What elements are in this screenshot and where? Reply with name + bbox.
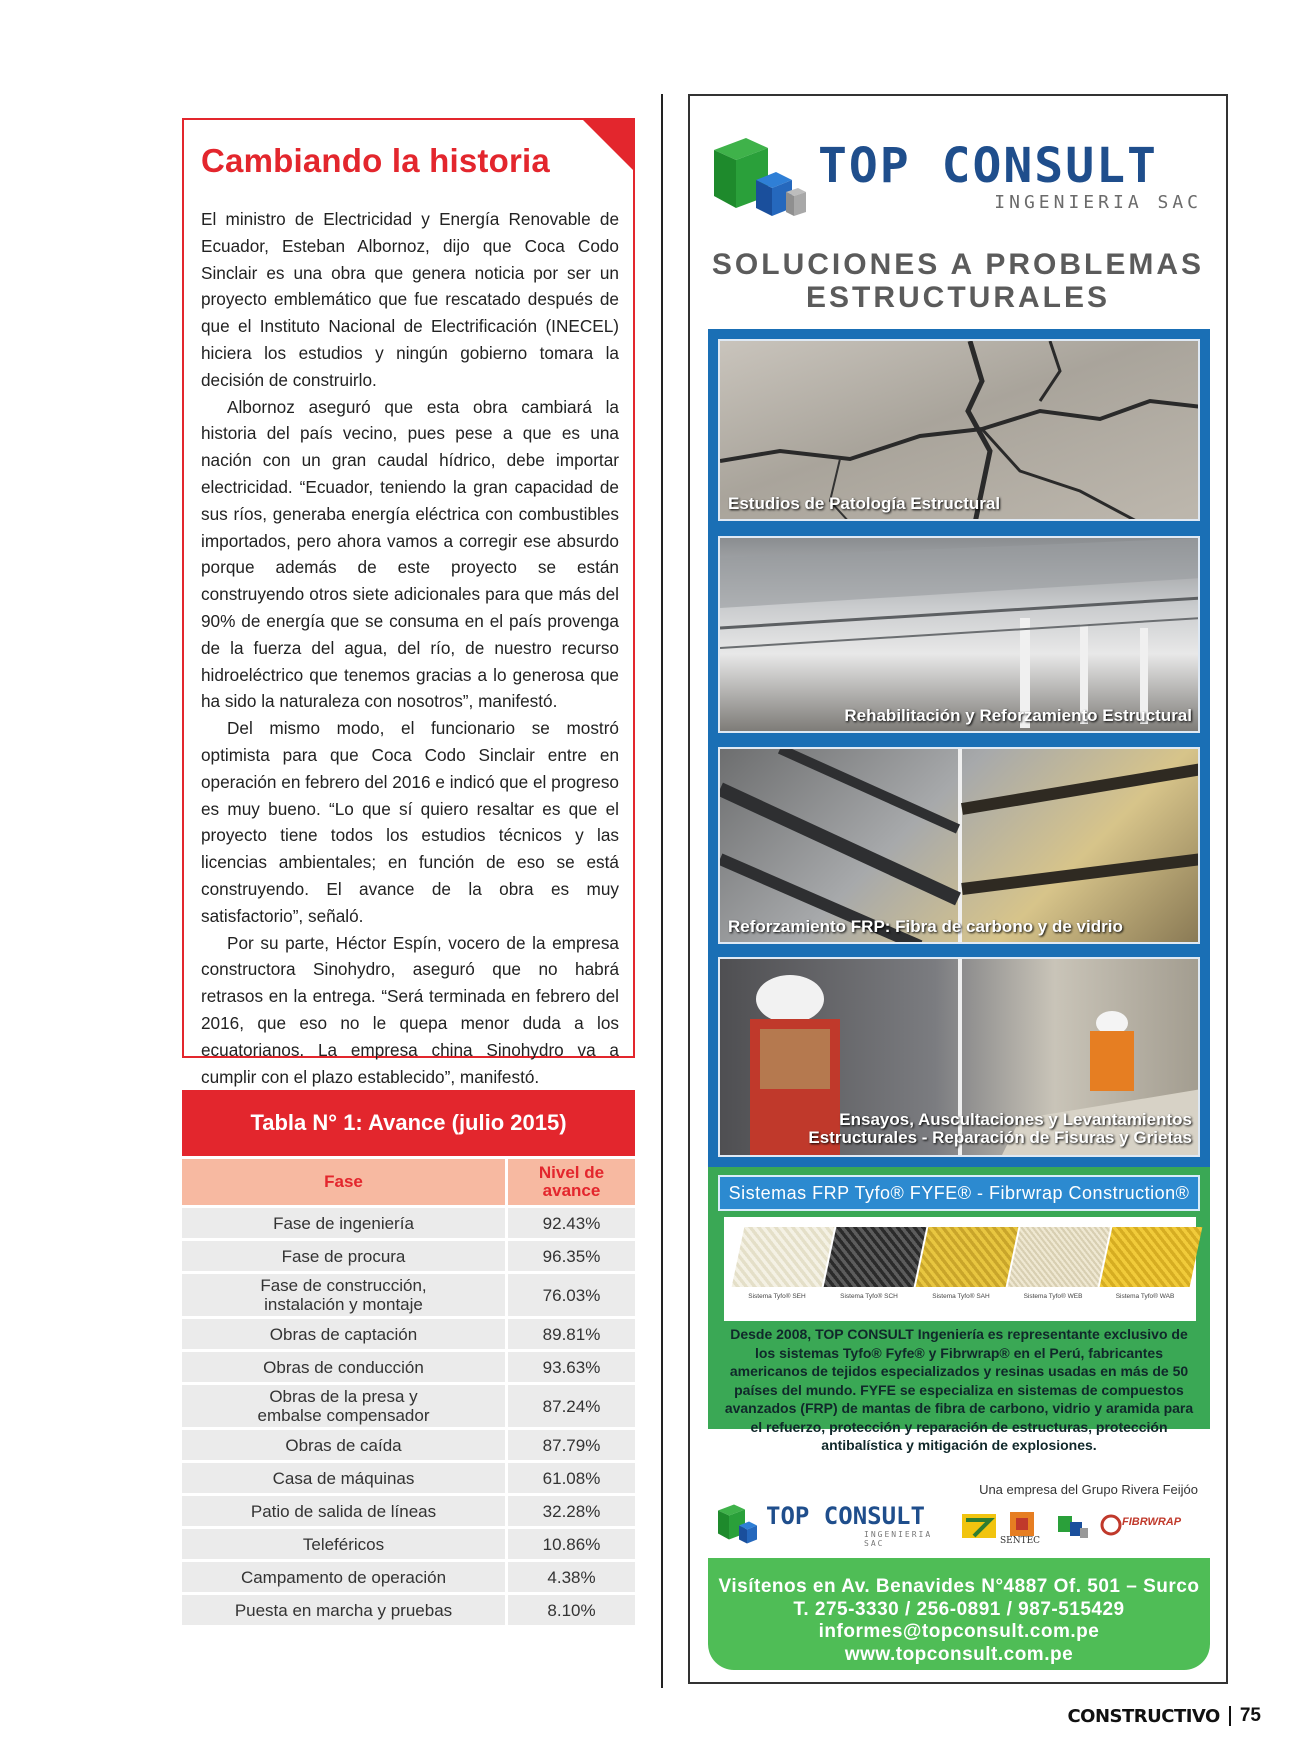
table-title: Tabla N° 1: Avance (julio 2015) [182, 1090, 635, 1156]
services-panel [708, 329, 1210, 1453]
fibrwrap-logo-icon [1100, 1510, 1122, 1538]
photo-frp-beams [718, 747, 1200, 944]
partner-fibrwrap-label: FIBRWRAP [1122, 1516, 1182, 1528]
fabric-label: Sistema Tyfo® SAH [932, 1293, 990, 1300]
contact-address: Visítenos en Av. Benavides N°4887 Of. 501 – Surco [718, 1576, 1200, 1597]
caption-frp: Reforzamiento FRP: Fibra de carbono y de vidrio [728, 917, 1123, 936]
fabric-swatch [824, 1227, 927, 1287]
brand-name-small: TOP CONSULT [766, 1502, 925, 1530]
corner-accent [581, 118, 635, 172]
slogan-line: SOLUCIONES A PROBLEMAS [711, 248, 1205, 281]
grupo-tagline: Una empresa del Grupo Rivera Feijóo [979, 1482, 1198, 1497]
table-row [182, 1496, 635, 1526]
article-title: Cambiando la historia [201, 142, 550, 179]
brand-logo-small [714, 1494, 954, 1554]
cell-fase: Fase de construcción, instalación y montaje [182, 1274, 505, 1316]
cell-fase: Casa de máquinas [182, 1463, 505, 1493]
partner-logo-icon [960, 1510, 1000, 1538]
article-paragraph: Por su parte, Héctor Espín, vocero de la empresa constructora Sinohydro, aseguró que no habrá retrasos en la entrega. “Será terminada en febrero del 2016, que eso no le quepa menor duda a los ecuatorianos. La empresa china Sinohydro va a cumplir con el plazo establecido”, manifestó. [201, 932, 619, 1087]
contact-email[interactable]: informes@topconsult.com.pe [818, 1621, 1100, 1642]
brand-subtitle-small: INGENIERIA SAC [864, 1530, 933, 1548]
table-row [182, 1463, 635, 1493]
cell-avance: 8.10% [508, 1595, 635, 1625]
article-box [182, 118, 635, 1087]
cell-fase: Campamento de operación [182, 1562, 505, 1592]
cube-icon [706, 130, 806, 220]
brand-name: TOP CONSULT [818, 138, 1158, 194]
cell-avance: 4.38% [508, 1562, 635, 1592]
header-avance: Nivel de avance [508, 1159, 635, 1205]
fabric-label: Sistema Tyfo® WAB [1115, 1293, 1175, 1300]
fabric-swatch [1100, 1227, 1203, 1287]
slogan-line: ESTRUCTURALES [805, 281, 1110, 314]
table-row [182, 1529, 635, 1559]
advertisement [688, 94, 1228, 1684]
cell-avance: 89.81% [508, 1319, 635, 1349]
table-row [182, 1241, 635, 1271]
article-paragraph: Del mismo modo, el funcionario se mostró optimista para que Coca Codo Sinclair entre en operación en febrero del 2016 e indicó que el progreso es muy bueno. “Lo que sí quiero resaltar es que el proyecto tiene todos los estudios técnicos y las licencias ambientales; en función de eso se está construyendo. El avance de la obra es muy satisfactorio”, señaló. [201, 718, 619, 926]
cell-fase: Obras de caída [182, 1430, 505, 1460]
fabric-label: Sistema Tyfo® WEB [1023, 1293, 1083, 1300]
photo-slab-reinforcement [718, 536, 1200, 733]
fabric-swatch [732, 1227, 835, 1287]
cell-fase: Fase de procura [182, 1241, 505, 1271]
page-footer [1067, 1705, 1261, 1727]
cell-avance: 93.63% [508, 1352, 635, 1382]
cell-fase: Obras de la presa y embalse compensador [182, 1385, 505, 1427]
contact-phones: T. 275-3330 / 256-0891 / 987-515429 [793, 1598, 1125, 1620]
cell-avance: 76.03% [508, 1274, 635, 1316]
cell-avance: 96.35% [508, 1241, 635, 1271]
fabric-samples [724, 1217, 1196, 1321]
ad-slogan [690, 248, 1226, 314]
column-divider [661, 94, 663, 1688]
table-row [182, 1385, 635, 1427]
contact-box [708, 1558, 1210, 1670]
table-header [182, 1159, 635, 1205]
partner-logos [960, 1506, 1200, 1546]
article-body [201, 206, 619, 1090]
fabric-swatch [1008, 1227, 1111, 1287]
cell-avance: 32.28% [508, 1496, 635, 1526]
frp-panel [708, 1167, 1210, 1453]
magazine-name: CONSTRUCTIVO [1067, 1705, 1220, 1727]
footer-separator [1229, 1706, 1231, 1726]
cell-fase: Obras de conducción [182, 1352, 505, 1382]
cell-fase: Patio de salida de líneas [182, 1496, 505, 1526]
table-row [182, 1319, 635, 1349]
caption-ensayos-1: Ensayos, Auscultaciones y Levantamientos [839, 1110, 1192, 1129]
frp-beam-lines [720, 749, 1200, 944]
article-paragraph: Albornoz aseguró que esta obra cambiará la historia del país vecino, pues pese a que es una nación con un gran caudal hídrico, debe importar electricidad. “Ecuador, teniendo la gran capacidad de sus ríos, generaba energía eléctrica con combustibles importados, pero ahora vamos a corregir ese absurdo porque además de este proyecto se están construyendo otros siete adicionales para que más del 90% de energía que se consuma en el país provenga de la fuerza del agua, del río, de nuestro recurso hidroeléctrico que tenemos gracias a lo generosa que ha sido la naturaleza con nosotros”, manifestó. [201, 396, 619, 712]
caption-patologia: Estudios de Patología Estructural [728, 494, 1001, 513]
cell-avance: 10.86% [508, 1529, 635, 1559]
table-row [182, 1562, 635, 1592]
sentec-logo-icon [1008, 1510, 1036, 1538]
frp-description: Desde 2008, TOP CONSULT Ingeniería es representante exclusivo de los sistemas Tyfo® Fyfe® y Fibrwrap® en el Perú, fabricantes americanos de tejidos especializados y resinas usadas en más de 50 países del mundo. FYFE se especializa en sistemas de compuestos avanzados (FRP) de mantas de fibra de carbono, vidrio y aramida para el refuerzo, protección y reparación de estructuras, protección antibalística y mitigación de explosiones. [724, 1326, 1194, 1453]
contact-website[interactable]: www.topconsult.com.pe [844, 1643, 1074, 1665]
brand-subtitle: INGENIERIA SAC [994, 192, 1202, 213]
photo-workers [718, 957, 1200, 1157]
cell-avance: 87.79% [508, 1430, 635, 1460]
photo-cracked-concrete [718, 339, 1200, 521]
fabric-label: Sistema Tyfo® SEH [748, 1293, 806, 1300]
cell-avance: 61.08% [508, 1463, 635, 1493]
header-fase: Fase [182, 1159, 505, 1205]
cell-fase: Fase de ingeniería [182, 1208, 505, 1238]
cell-avance: 87.24% [508, 1385, 635, 1427]
progress-table [182, 1090, 635, 1625]
brand-logo [706, 130, 1216, 230]
table-row [182, 1274, 635, 1316]
cube-icon [1056, 1510, 1090, 1538]
fabric-label: Sistema Tyfo® SCH [840, 1293, 898, 1300]
partner-sentec-label: SENTEC [1000, 1536, 1041, 1546]
frp-systems-bar: Sistemas FRP Tyfo® FYFE® - Fibrwrap Construction® [718, 1175, 1200, 1211]
cell-avance: 92.43% [508, 1208, 635, 1238]
caption-rehabilitacion: Rehabilitación y Reforzamiento Estructural [844, 706, 1192, 725]
cell-fase: Teleféricos [182, 1529, 505, 1559]
cell-fase: Puesta en marcha y pruebas [182, 1595, 505, 1625]
table-row [182, 1352, 635, 1382]
beam-lines [720, 538, 1200, 733]
table-row [182, 1595, 635, 1625]
page-number: 75 [1239, 1705, 1261, 1726]
cube-icon [714, 1498, 764, 1548]
caption-ensayos-2: Estructurales - Reparación de Fisuras y Grietas [808, 1128, 1192, 1147]
cell-fase: Obras de captación [182, 1319, 505, 1349]
table-row [182, 1208, 635, 1238]
article-paragraph: El ministro de Electricidad y Energía Renovable de Ecuador, Esteban Albornoz, dijo que Coca Codo Sinclair es una obra que genera noticia por ser un proyecto emblemático que fue rescatado después de que el Instituto Nacional de Electrificación (INECEL) hiciera los estudios y ningún gobierno tomara la decisión de construirlo. [201, 209, 619, 390]
fabric-swatch [916, 1227, 1019, 1287]
table-row [182, 1430, 635, 1460]
